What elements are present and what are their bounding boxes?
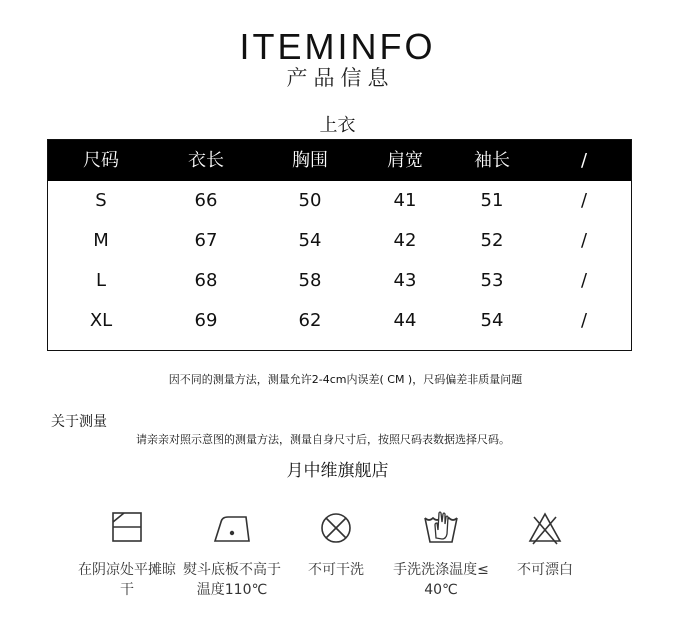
table-cell: 68 (194, 270, 218, 291)
table-cell: 54 (480, 310, 504, 331)
table-cell: M (93, 230, 109, 251)
table-cell: 53 (480, 270, 504, 291)
care-item-no-dry-clean (281, 508, 391, 578)
care-item-dry-shade (72, 508, 182, 598)
table-cell: 50 (298, 190, 322, 211)
table-cell: L (95, 270, 107, 291)
size-table-header (48, 140, 631, 181)
care-item-no-bleach (490, 508, 600, 578)
column-header-size: 尺码 (83, 149, 119, 171)
table-cell: / (580, 270, 588, 291)
table-row (48, 181, 631, 221)
size-table-title: 上衣 (319, 115, 356, 136)
column-header-sleeve: 袖长 (474, 149, 510, 171)
hand-wash-icon (421, 508, 461, 548)
table-row (48, 221, 631, 261)
table-cell: 69 (194, 310, 218, 331)
table-row (48, 261, 631, 301)
table-cell: / (580, 190, 588, 211)
table-cell: 66 (194, 190, 218, 211)
care-item-iron (177, 508, 287, 598)
care-label: 熨斗底板不高于 温度110℃ (183, 562, 281, 598)
table-cell: 62 (298, 310, 322, 331)
dry-in-shade-icon (107, 508, 147, 548)
table-cell: 42 (393, 230, 417, 251)
table-cell: XL (89, 310, 113, 331)
title-cn: 产品信息 (286, 66, 395, 90)
size-table (47, 139, 632, 351)
column-header-shoulder: 肩宽 (387, 149, 423, 171)
do-not-bleach-icon (525, 508, 565, 548)
table-cell: / (580, 310, 588, 331)
table-cell: 52 (480, 230, 504, 251)
care-item-hand-wash (386, 508, 496, 598)
table-cell: 51 (480, 190, 504, 211)
measurement-note: 因不同的测量方法，测量允许2-4cm内误差( CM )，尺码偏差非质量问题 (168, 373, 523, 386)
table-cell: / (580, 230, 588, 251)
care-label: 不可漂白 (517, 562, 573, 578)
care-label: 在阴凉处平摊晾 干 (78, 562, 176, 598)
care-label: 不可干洗 (308, 562, 364, 578)
table-cell: 43 (393, 270, 417, 291)
about-measurement-text: 请亲亲对照示意图的测量方法，测量自身尺寸后，按照尺码表数据选择尺码。 (136, 433, 510, 446)
care-label: 手洗洗涤温度≤ 40℃ (393, 562, 489, 598)
do-not-dry-clean-icon (316, 508, 356, 548)
column-header-length: 衣长 (188, 149, 224, 171)
column-header-chest: 胸围 (292, 149, 328, 171)
table-cell: 41 (393, 190, 417, 211)
table-cell: 58 (298, 270, 322, 291)
about-measurement-title: 关于测量 (51, 414, 107, 430)
table-cell: 54 (298, 230, 322, 251)
iron-low-temperature-icon (212, 508, 252, 548)
title-en: ITEMINFO (239, 26, 436, 67)
table-row (48, 301, 631, 341)
store-name: 月中维旗舰店 (286, 461, 389, 481)
table-cell: S (95, 190, 107, 211)
table-cell: 67 (194, 230, 218, 251)
table-cell: 44 (393, 310, 417, 331)
column-header-extra: / (580, 149, 588, 171)
